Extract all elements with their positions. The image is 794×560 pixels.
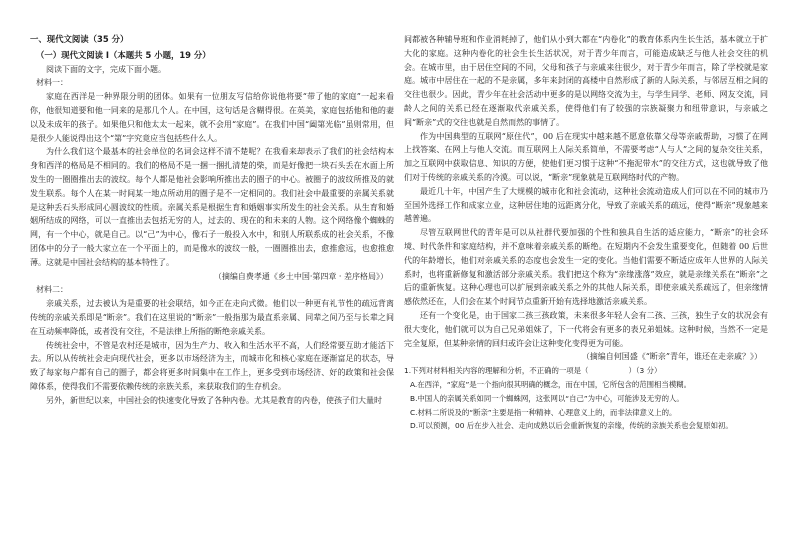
option-c: C.材料二所说及的“断亲”主要是指一种精神、心理意义上的，而非法律意义上的。 bbox=[410, 407, 677, 417]
option-d: D.可以预测，00 后在步入社会、走向成熟以后会重新恢复的亲缘，传统的亲族关系也会复原如初。 bbox=[410, 421, 733, 431]
subsection-title: （一）现代文阅读 I（本题共 5 小题，19 分） bbox=[36, 49, 211, 60]
continued-paragraph: 间都被各种辅导班和作业消耗掉了，他们从小到大都在“内卷化”的教育体系内生长生活，基本就立于扩大化的家庭。这种内卷化的社会生长生活状况，对于青少年而言，可能造成缺乏与他人社会交往的机会。在城市里，由于居住空间的不同，父母和孩子与亲戚来往很少，对于青少年而言，除了学校就是家庭。城市中居住在一起的不是亲属，多年来封闭的高楼中自然形成了新的人际关系，与邻居互相之间的交往也很少。因此，青少年在社会活动中更多的是以网络交流为主，与学生同学、老师、网友交流，同龄人之间的关系已经在逐渐取代亲戚关系，使得他们有了较强的宗族凝聚力和纽带意识，与亲戚之间“断亲”式的交往也就是自然而然的事情了。 bbox=[404, 35, 768, 127]
question-stem-end: ）（3 分） bbox=[628, 366, 662, 376]
left-column bbox=[30, 33, 394, 433]
body-paragraph: 尽管互联网世代的青年是可以从社群代要加强的个性和独具自生活的适应能力，“断亲”的社会环境、时代条件和家庭结构，并不意味着亲戚关系的断绝。在短期内不会发生重要变化，但随着 00 后世代的年龄增长，他们对亲戚关系的态度也会发生一定的变化。当他们需要不断适应成年人世界的人际关系时，也将重新修复和激活部分亲戚关系。我们把这个称为“亲缘涨落”效应，就是亲缘关系在“断亲”之后的重新恢复。这种心理也可以扩展到亲戚关系之外的其他人际关系，即使亲戚关系疏远了，但亲缘情感依然还在，人们会在某个时间节点重新开始有选择地激活亲戚关系。 bbox=[404, 228, 768, 307]
material1-label: 材料一： bbox=[36, 78, 68, 88]
material2-source: （摘编自何国盛《“断亲”青年，谁还在走亲戚？》） bbox=[581, 352, 762, 362]
material2-paragraph: 传统社会中，不管是农村还是城市，因为生产力、收入和生活水平不高，人们经常要互助才能活下去。所以从传统社会走向现代社会，更多以市场经济为主，而城市化和核心家庭在逐渐富足的状态，导致了每家每户都有自己的圈子，都会将更多时间集中在工作上，更多受到市场经济、好的政策和社会保障体系，使得我们不需要依赖传统的亲族关系，来获取我们的生存机会。 bbox=[30, 340, 394, 391]
material2-paragraph: 亲戚关系，过去被认为是重要的社会联结，如今正在走向式微。他们以一种更有礼节性的疏远背离传统的亲戚关系即是“断亲”。我们在这里说的“断亲”一般指那为最直系亲属、同辈之间乃至与长辈之间在互动频率降低，或者没有交往，不是法律上所指的断绝亲戚关系。 bbox=[30, 299, 394, 336]
question-1-stem bbox=[404, 364, 768, 378]
material2-paragraph: 另外，新世纪以来，中国社会的快速变化导致了各种内卷。尤其是教育的内卷，使孩子们大量时 bbox=[46, 395, 382, 405]
material1-paragraph: 为什么我们这个最基本的社会单位的名词会这样不清不楚呢？在我看来却表示了我们的社会结构本身和西洋的格局是不相同的。我们的格局不是一捆一捆扎清楚的柴，而是好像把一块石头丢在水面上所发生的一圈圈推出去的波纹。每个人都是他社会影响所推出去的圈子的中心。被圈子的波纹所推及的就发生联系。每个人在某一时间某一地点所动用的圈子是不一定相同的。我们社会中最重要的亲属关系就是这种丢石头形成同心圆波纹的性质。亲属关系是根据生育和婚姻事实所发生的社会关系。从生育和婚姻所结成的网络，可以一直推出去包括无穷的人，过去的、现在的和未来的人物。这个网络像个蜘蛛的网，有一个中心，就是自己。以“己”为中心，像石子一般投入水中，和别人所联系成的社会关系，不像团体中的分子一般大家立在一个平面上的，而是像水的波纹一般，一圈圈推出去，愈推愈远，也愈推愈薄。这就是中国社会结构的基本特性了。 bbox=[30, 147, 394, 267]
right-column bbox=[404, 33, 768, 433]
question-stem-text: 1.下列对材料相关内容的理解和分析，不正确的一项是（ bbox=[404, 366, 589, 376]
instruction: 阅读下面的文字，完成下面小题。 bbox=[46, 64, 166, 74]
material2-label: 材料二： bbox=[36, 285, 68, 295]
body-paragraph: 还有一个变化是，由于国家二孩三孩政策，未来很多年轻人会有二孩、三孩，独生子女的状况会有很大变化，他们就可以为自己兄弟姐妹了，下一代将会有更多的表兄弟姐妹。这种时候，当然不一定是完全复原，但某种亲情的回归或许会让这种变化变得更为可能。 bbox=[404, 310, 768, 348]
material1-source: （摘编自费孝通《乡土中国·第四章 · 差序格局》） bbox=[213, 271, 388, 281]
section-title: 一、现代文阅读（35 分） bbox=[30, 34, 129, 44]
material1-paragraph: 家庭在西洋是一种界限分明的团体。如果有一位朋友写信给你说他将要“带了他的家庭”一起来看你，他很知道要和他一同来的是那几个人。在中国，这句话是含糊得很。在英美，家庭包括他和他的妻以及未成年的孩子。如果他只和他太太一起来，就不会用“家庭”。在我们中国“阖第光临”虽则常用，但是很少人能说得出这个“第”字究竟应当包括些什么人。 bbox=[30, 92, 394, 143]
body-paragraph: 最近几十年，中国产生了大规模的城市化和社会流动，这种社会流动造成人们可以在不同的城市乃至国外选择工作和成家立业，这种居住地的远距离分化，导致了亲戚关系的疏远，使得“断亲”现象越来越普遍。 bbox=[404, 186, 768, 224]
option-b: B.中国人的亲属关系如同一个蜘蛛网，这张网以“自己”为中心，可能涉及无穷的人。 bbox=[410, 393, 684, 403]
option-a: A.在西洋，“家庭”是一个指向很其明确的概念，而在中国，它所包含的范围相当模糊。 bbox=[410, 379, 691, 389]
body-paragraph: 作为中国典型的互联网“原住代”，00 后在现实中越来越不愿意依靠父母等亲戚帮助，习惯了在网上找答案、在网上与他人交流。而互联网上人际关系简单，不需要考虑“人与人”之间的复杂交往关系，加之互联网中获取信息、知识的方便，使他们更习惯于这种“不拖泥带水”的交往方式，这也就导致了他们对于传统的亲戚关系的冷漠。可以说，“断亲”现象就是互联网络时代的产物。 bbox=[404, 131, 768, 182]
